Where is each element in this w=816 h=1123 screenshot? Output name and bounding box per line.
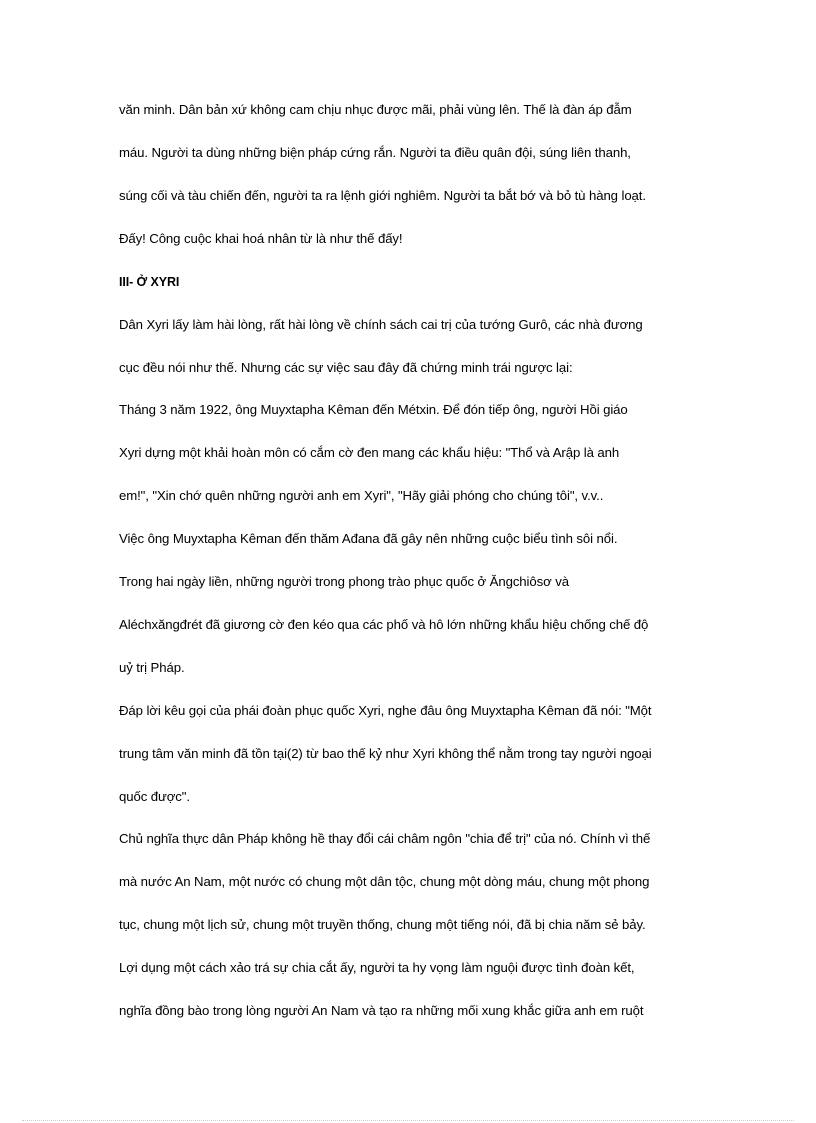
text-line: Xyri dựng một khải hoàn môn có cắm cờ đen mang các khẩu hiệu: "Thổ và Arập là anh [119, 445, 620, 460]
text-line: em!", "Xin chớ quên những người anh em Xyri", "Hãy giải phóng cho chúng tôi", v.v.. [119, 488, 604, 503]
text-line: Việc ông Muyxtapha Kêman đến thăm Ađana đã gây nên những cuộc biểu tình sôi nổi. [119, 531, 618, 546]
text-line: tục, chung một lịch sử, chung một truyền thống, chung một tiếng nói, đã bị chia năm sẻ bảy. [119, 917, 646, 932]
text-line: nghĩa đồng bào trong lòng người An Nam và tạo ra những mối xung khắc giữa anh em ruột [119, 1003, 644, 1018]
section-heading: III- Ở XYRI [119, 275, 180, 289]
text-line: mà nước An Nam, một nước có chung một dân tộc, chung một dòng máu, chung một phong [119, 874, 650, 889]
text-line: Dân Xyri lấy làm hài lòng, rất hài lòng về chính sách cai trị của tướng Gurô, các nhà đương [119, 317, 643, 332]
text-line: Đáp lời kêu gọi của phái đoàn phục quốc Xyri, nghe đâu ông Muyxtapha Kêman đã nói: "Một [119, 703, 652, 718]
text-line: Trong hai ngày liền, những người trong phong trào phục quốc ở Ăngchiôsơ và [119, 574, 569, 589]
text-line: Đấy! Công cuộc khai hoá nhân từ là như thế đấy! [119, 231, 403, 246]
text-line: Aléchxăngđrét đã giương cờ đen kéo qua các phố và hô lớn những khẩu hiệu chống chế độ [119, 617, 649, 632]
text-line: cục đều nói như thế. Nhưng các sự việc sau đây đã chứng minh trái ngược lại: [119, 360, 573, 375]
text-line: quốc được". [119, 789, 190, 804]
text-line: Lợi dụng một cách xảo trá sự chia cắt ấy, người ta hy vọng làm nguội được tình đoàn kết, [119, 960, 635, 975]
text-line: Chủ nghĩa thực dân Pháp không hề thay đổi cái châm ngôn "chia để trị" của nó. Chính vì thế [119, 831, 651, 846]
text-line: máu. Người ta dùng những biện pháp cứng rắn. Người ta điều quân đội, súng liên thanh, [119, 145, 631, 160]
text-line: trung tâm văn minh đã tồn tại(2) từ bao thế kỷ như Xyri không thể nằm trong tay người ngoại [119, 746, 652, 761]
page-divider [22, 1120, 794, 1121]
text-line: Tháng 3 năm 1922, ông Muyxtapha Kêman đến Métxin. Để đón tiếp ông, người Hồi giáo [119, 402, 628, 417]
text-line: uỷ trị Pháp. [119, 660, 185, 675]
text-line: văn minh. Dân bản xứ không cam chịu nhục được mãi, phải vùng lên. Thế là đàn áp đẫm [119, 102, 632, 117]
text-line: súng cối và tàu chiến đến, người ta ra lệnh giới nghiêm. Người ta bắt bớ và bỏ tù hàng loạt. [119, 188, 646, 203]
